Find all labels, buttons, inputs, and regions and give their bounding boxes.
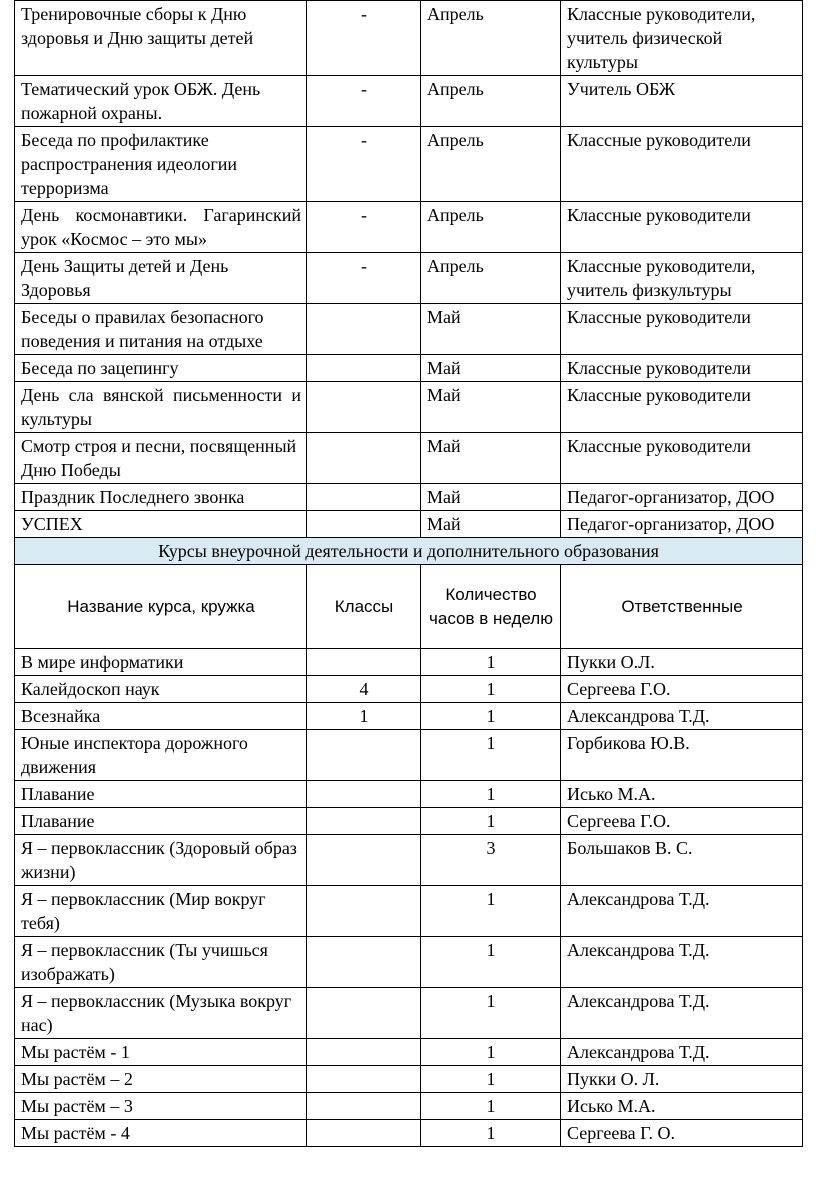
section-title: Курсы внеурочной деятельности и дополнительного образования	[15, 538, 803, 565]
course-hours: 1	[421, 1039, 561, 1066]
event-name: День сла вянской письменности и культуры	[15, 382, 307, 433]
course-row	[15, 703, 803, 730]
course-hours: 1	[421, 988, 561, 1039]
event-classes: -	[307, 127, 421, 202]
course-row	[15, 886, 803, 937]
course-responsible: Александрова Т.Д.	[561, 703, 803, 730]
course-hours: 1	[421, 808, 561, 835]
event-date: Апрель	[421, 202, 561, 253]
event-row	[15, 382, 803, 433]
event-name: Тренировочные сборы к Дню здоровья и Дню защиты детей	[15, 1, 307, 76]
event-responsible: Классные руководители	[561, 202, 803, 253]
course-classes	[307, 988, 421, 1039]
course-name: Калейдоскоп наук	[15, 676, 307, 703]
event-date: Май	[421, 355, 561, 382]
event-name: Праздник Последнего звонка	[15, 484, 307, 511]
course-row	[15, 937, 803, 988]
event-classes: -	[307, 202, 421, 253]
event-responsible: Педагог-организатор, ДОО	[561, 484, 803, 511]
course-classes	[307, 1120, 421, 1147]
event-date: Апрель	[421, 127, 561, 202]
event-row	[15, 304, 803, 355]
event-classes: -	[307, 253, 421, 304]
course-responsible: Большаков В. С.	[561, 835, 803, 886]
course-hours: 3	[421, 835, 561, 886]
course-name: Плавание	[15, 781, 307, 808]
header-classes: Классы	[307, 565, 421, 649]
course-responsible: Пукки О.Л.	[561, 649, 803, 676]
course-name: Мы растём - 4	[15, 1120, 307, 1147]
event-row	[15, 355, 803, 382]
course-hours: 1	[421, 886, 561, 937]
course-responsible: Исько М.А.	[561, 781, 803, 808]
event-row	[15, 127, 803, 202]
course-name: Я – первоклассник (Здоровый образ жизни)	[15, 835, 307, 886]
event-responsible: Учитель ОБЖ	[561, 76, 803, 127]
event-date: Апрель	[421, 1, 561, 76]
event-row	[15, 76, 803, 127]
document-page	[14, 0, 802, 1147]
course-name: Мы растём – 2	[15, 1066, 307, 1093]
course-row	[15, 988, 803, 1039]
course-row	[15, 781, 803, 808]
course-responsible: Сергеева Г. О.	[561, 1120, 803, 1147]
course-row	[15, 676, 803, 703]
event-row	[15, 433, 803, 484]
event-classes: -	[307, 76, 421, 127]
event-name: УСПЕХ	[15, 511, 307, 538]
course-row	[15, 649, 803, 676]
course-row	[15, 808, 803, 835]
section-title-row	[15, 538, 803, 565]
event-date: Май	[421, 304, 561, 355]
event-row	[15, 253, 803, 304]
plan-table	[14, 0, 803, 1147]
course-classes	[307, 1093, 421, 1120]
course-hours: 1	[421, 676, 561, 703]
event-classes	[307, 304, 421, 355]
course-name: Всезнайка	[15, 703, 307, 730]
course-responsible: Пукки О. Л.	[561, 1066, 803, 1093]
course-classes	[307, 937, 421, 988]
event-classes	[307, 484, 421, 511]
event-responsible: Классные руководители	[561, 304, 803, 355]
courses-header-row	[15, 565, 803, 649]
course-responsible: Александрова Т.Д.	[561, 1039, 803, 1066]
course-name: Юные инспектора дорожного движения	[15, 730, 307, 781]
courses-section	[15, 538, 803, 649]
event-name: Беседа по зацепингу	[15, 355, 307, 382]
event-row	[15, 202, 803, 253]
header-course-name: Название курса, кружка	[15, 565, 307, 649]
course-row	[15, 1039, 803, 1066]
course-row	[15, 835, 803, 886]
course-responsible: Сергеева Г.О.	[561, 676, 803, 703]
event-name: Тематический урок ОБЖ. День пожарной охраны.	[15, 76, 307, 127]
course-responsible: Александрова Т.Д.	[561, 988, 803, 1039]
event-row	[15, 1, 803, 76]
event-responsible: Классные руководители	[561, 382, 803, 433]
event-responsible: Классные руководители	[561, 127, 803, 202]
course-classes: 1	[307, 703, 421, 730]
course-row	[15, 1066, 803, 1093]
course-hours: 1	[421, 649, 561, 676]
course-classes	[307, 781, 421, 808]
event-date: Апрель	[421, 253, 561, 304]
course-hours: 1	[421, 1066, 561, 1093]
event-date: Май	[421, 382, 561, 433]
course-name: Мы растём - 1	[15, 1039, 307, 1066]
event-date: Апрель	[421, 76, 561, 127]
event-date: Май	[421, 484, 561, 511]
course-name: Я – первоклассник (Ты учишься изображать)	[15, 937, 307, 988]
course-hours: 1	[421, 1093, 561, 1120]
course-classes: 4	[307, 676, 421, 703]
course-classes	[307, 886, 421, 937]
event-name: Смотр строя и песни, посвященный Дню Победы	[15, 433, 307, 484]
course-hours: 1	[421, 937, 561, 988]
course-hours: 1	[421, 703, 561, 730]
course-responsible: Александрова Т.Д.	[561, 937, 803, 988]
header-responsible: Ответственные	[561, 565, 803, 649]
course-name: Плавание	[15, 808, 307, 835]
course-name: Мы растём – 3	[15, 1093, 307, 1120]
event-name: Беседы о правилах безопасного поведения и питания на отдыхе	[15, 304, 307, 355]
event-row	[15, 511, 803, 538]
event-classes	[307, 382, 421, 433]
event-responsible: Классные руководители, учитель физкультуры	[561, 253, 803, 304]
events-section	[15, 1, 803, 538]
course-responsible: Александрова Т.Д.	[561, 886, 803, 937]
course-classes	[307, 1039, 421, 1066]
courses-list	[15, 649, 803, 1147]
course-classes	[307, 808, 421, 835]
course-classes	[307, 730, 421, 781]
course-responsible: Исько М.А.	[561, 1093, 803, 1120]
event-classes	[307, 433, 421, 484]
course-name: В мире информатики	[15, 649, 307, 676]
course-classes	[307, 1066, 421, 1093]
course-row	[15, 1120, 803, 1147]
course-hours: 1	[421, 1120, 561, 1147]
event-date: Май	[421, 511, 561, 538]
event-responsible: Классные руководители, учитель физической культуры	[561, 1, 803, 76]
course-classes	[307, 649, 421, 676]
course-name: Я – первоклассник (Мир вокруг тебя)	[15, 886, 307, 937]
header-hours: Количество часов в неделю	[421, 565, 561, 649]
event-date: Май	[421, 433, 561, 484]
course-row	[15, 1093, 803, 1120]
course-responsible: Горбикова Ю.В.	[561, 730, 803, 781]
event-classes	[307, 355, 421, 382]
event-classes: -	[307, 1, 421, 76]
course-name: Я – первоклассник (Музыка вокруг нас)	[15, 988, 307, 1039]
event-name: День Защиты детей и День Здоровья	[15, 253, 307, 304]
event-row	[15, 484, 803, 511]
course-row	[15, 730, 803, 781]
event-name: День космонавтики. Гагаринский урок «Космос – это мы»	[15, 202, 307, 253]
course-classes	[307, 835, 421, 886]
event-name: Беседа по профилактике распространения идеологии терроризма	[15, 127, 307, 202]
event-responsible: Классные руководители	[561, 433, 803, 484]
event-responsible: Педагог-организатор, ДОО	[561, 511, 803, 538]
course-hours: 1	[421, 730, 561, 781]
event-classes	[307, 511, 421, 538]
course-responsible: Сергеева Г.О.	[561, 808, 803, 835]
event-responsible: Классные руководители	[561, 355, 803, 382]
course-hours: 1	[421, 781, 561, 808]
